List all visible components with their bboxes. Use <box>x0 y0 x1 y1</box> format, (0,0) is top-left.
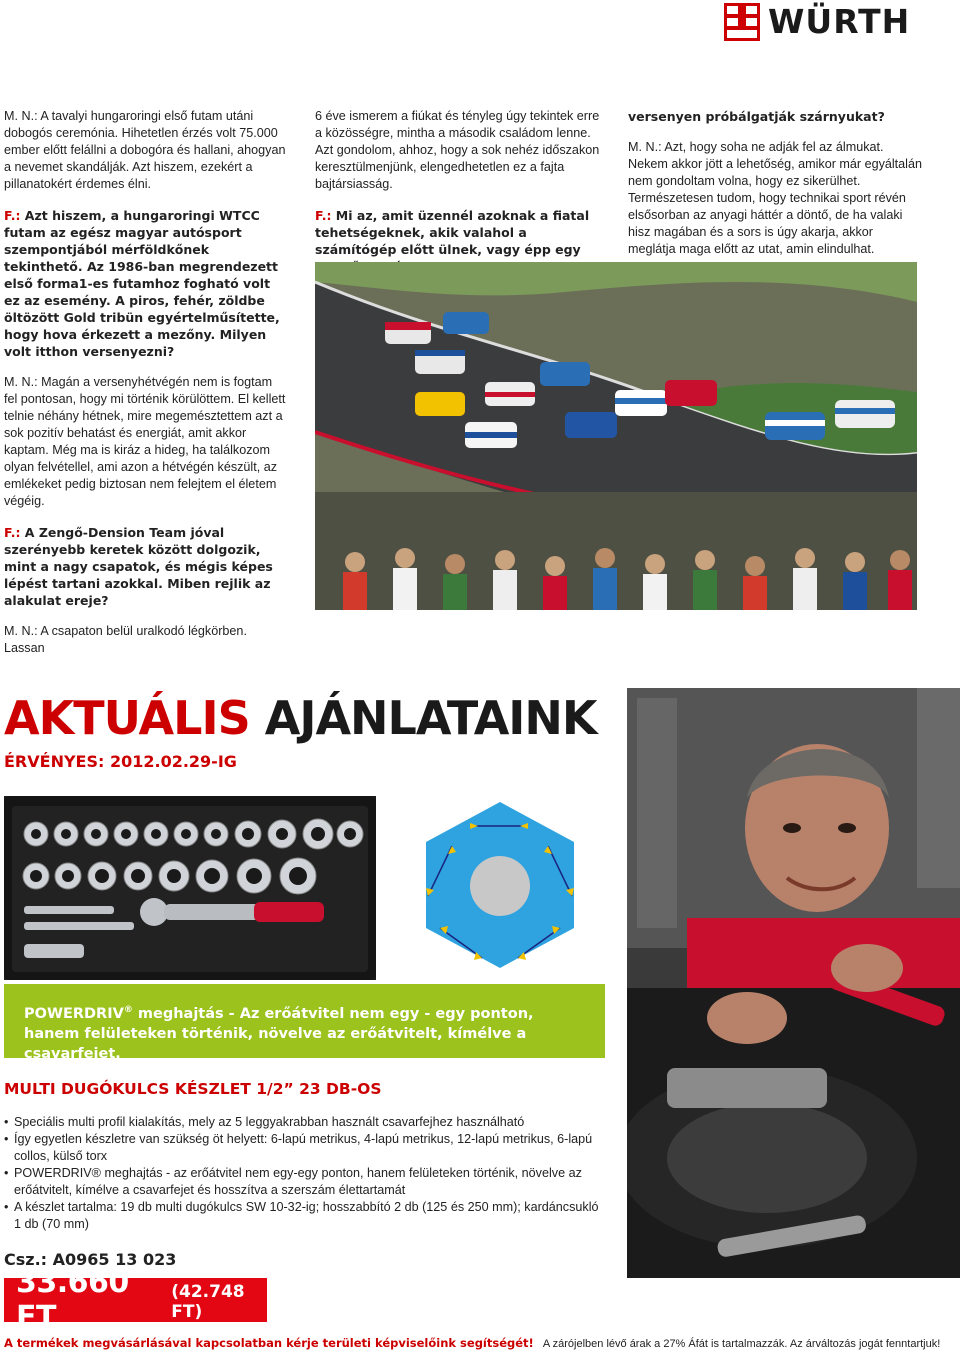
footer-note: A zárójelben lévő árak a 27% Áfát is tartalmazzák. Az árváltozás jogát fenntartjuk! <box>542 1338 941 1350</box>
interview-question <box>4 207 288 360</box>
price: 33.660 FT <box>16 1265 129 1335</box>
product-feature-item: • Speciális multi profil kialakítás, mely az 5 leggyakrabban használt csavarfejhez használható <box>4 1114 604 1131</box>
mechanic-photo <box>627 688 960 1278</box>
interview-answer <box>628 139 922 258</box>
paragraph-text: A Zengő-Dension Team jóval szerényebb keretek között dolgozik, mint a nagy csapatok, és mégis képes lépést tartani azokkal. Miben rejlik az alakulat ereje? <box>4 525 273 608</box>
race-scene-illustration <box>315 262 917 610</box>
interview-question <box>628 108 922 125</box>
validity-date: ÉRVÉNYES: 2012.02.29-IG <box>4 752 237 771</box>
paragraph-text: A csapaton belül uralkodó légkörben. Lassan <box>4 624 247 655</box>
footer <box>4 1336 940 1350</box>
banner-brand: POWERDRIV <box>24 1005 124 1022</box>
paragraph-text: Azt, hogy soha ne adják fel az álmukat. Nekem akkor jött a lehetőség, amikor már egyáltalán nem gondoltam volna, hogy ez sikerülhet. Természetesen tudom, hogy technikai sport révén elsősorban az anyagi háttér a döntő, de ha valaki hisz magában és a sors is úgy akarja, akkor meglátja maga előtt az utat, amin elindulhat. <box>628 140 922 256</box>
wurth-logo <box>724 2 910 42</box>
offers-title-red: AKTUÁLIS <box>4 691 250 745</box>
product-feature-item: • POWERDRIV® meghajtás - az erőátvitel nem egy-egy ponton, hanem felületeken történik, növelve az erőátvitelt, kímélve a csavarfejet és hosszítva a szerszám élettartamát <box>4 1165 604 1199</box>
paragraph-text: Mi az, amit üzennél azoknak a fiatal tehetségeknek, akik valahol a számítógép előtt ülnek, vagy épp egy <box>315 208 590 257</box>
product-feature-item: • A készlet tartalma: 19 db multi dugókulcs SW 10-32-ig; hosszabbító 2 db (125 és 250 mm); kardáncsukló 1 db (70 mm) <box>4 1199 604 1233</box>
product-features-list <box>4 1114 604 1233</box>
product-code: Csz.: A0965 13 023 <box>4 1250 177 1269</box>
banner-text: meghajtás - Az erőátvitel nem egy - egy ponton, hanem felületeken történik, növelve az erőátvitelt, kímélve a csavarfejet. <box>24 1005 534 1062</box>
speaker-prefix: M. N.: <box>4 375 38 389</box>
interview-answer <box>4 623 288 657</box>
article-column-1 <box>4 108 288 671</box>
paragraph-text: versenyen próbálgatják szárnyukat? <box>628 109 885 124</box>
interview-answer <box>315 108 607 193</box>
paragraph-text: Magán a versenyhétvégén nem is fogtam fel pontosan, hogy mi történik körülöttem. El kellett telnie néhány hétnek, mire megemésztettem azt a sok pozitív behatást és energiát, amit akkor kaptam. Még ma is kiráz a hideg, ha találkozom olyan felvétellel, ami azon a hétvégén készült, az emlékeket pedig biztosan nem felejtem el életem végéig. <box>4 375 286 508</box>
powerdriv-diagram <box>400 796 600 974</box>
speaker-prefix: F.: <box>4 525 21 540</box>
speaker-prefix: M. N.: <box>4 109 38 123</box>
paragraph-text: 6 éve ismerem a fiúkat és tényleg úgy tekintek erre a közösségre, mintha a második családom lenne. Azt gondolom, ahhoz, hogy a sok nehéz időszakon keresztülmenjünk, elengedhetetlen ez a fajta bajtársiasság. <box>315 109 600 191</box>
interview-answer <box>4 374 288 510</box>
footer-call-to-action: A termékek megvásárlásával kapcsolatban kérje területi képviselőink segítségét! <box>4 1336 534 1350</box>
interview-answer <box>4 108 288 193</box>
article-column-3 <box>628 108 922 272</box>
interview-question <box>4 524 288 609</box>
product-feature-item: • Így egyetlen készletre van szükség öt helyett: 6-lapú metrikus, 4-lapú metrikus, 12-lapú metrikus, 6-lapú collos, külső torx <box>4 1131 604 1165</box>
socket-set-illustration <box>4 796 376 980</box>
offers-title-dark: AJÁNLATAINK <box>264 691 597 745</box>
mechanic-illustration <box>627 688 960 1278</box>
paragraph-text: A tavalyi hungaroringi első futam utáni dobogós ceremónia. Hihetetlen érzés volt 75.000 ember előtt felállni a dobogóra és hallani, ahogyan a nevemet skandálják. Azt hiszem, ezekért a pillanatokért érdemes élni. <box>4 109 286 191</box>
socket-set-photo <box>4 796 376 980</box>
speaker-prefix: M. N.: <box>4 624 38 638</box>
banner-registered-mark: ® <box>123 1005 133 1015</box>
price-box <box>4 1265 267 1335</box>
powerdriv-banner <box>4 984 605 1062</box>
race-cars-photo <box>315 262 917 610</box>
product-title: MULTI DUGÓKULCS KÉSZLET 1/2” 23 DB-OS <box>4 1080 382 1098</box>
speaker-prefix: F.: <box>4 208 21 223</box>
paragraph-text: Azt hiszem, a hungaroringi WTCC futam az egész magyar autósport szempontjából mérföldkőnek tekinthető. Az 1986-ban megrendezett első forma1-es futamhoz fogható volt ez az esemény. A piros, fehér, zöldbe öltözött Gold tribün egyértelműsítette, hogy hova érkezett a mezőny. Milyen volt itthon versenyezni? <box>4 208 280 359</box>
speaker-prefix: M. N.: <box>628 140 662 154</box>
price-gross: (42.748 FT) <box>171 1282 245 1322</box>
offers-title <box>4 690 597 746</box>
speaker-prefix: F.: <box>315 208 332 223</box>
wurth-logo-icon <box>724 3 760 41</box>
wurth-logo-text: WÜRTH <box>768 2 911 41</box>
